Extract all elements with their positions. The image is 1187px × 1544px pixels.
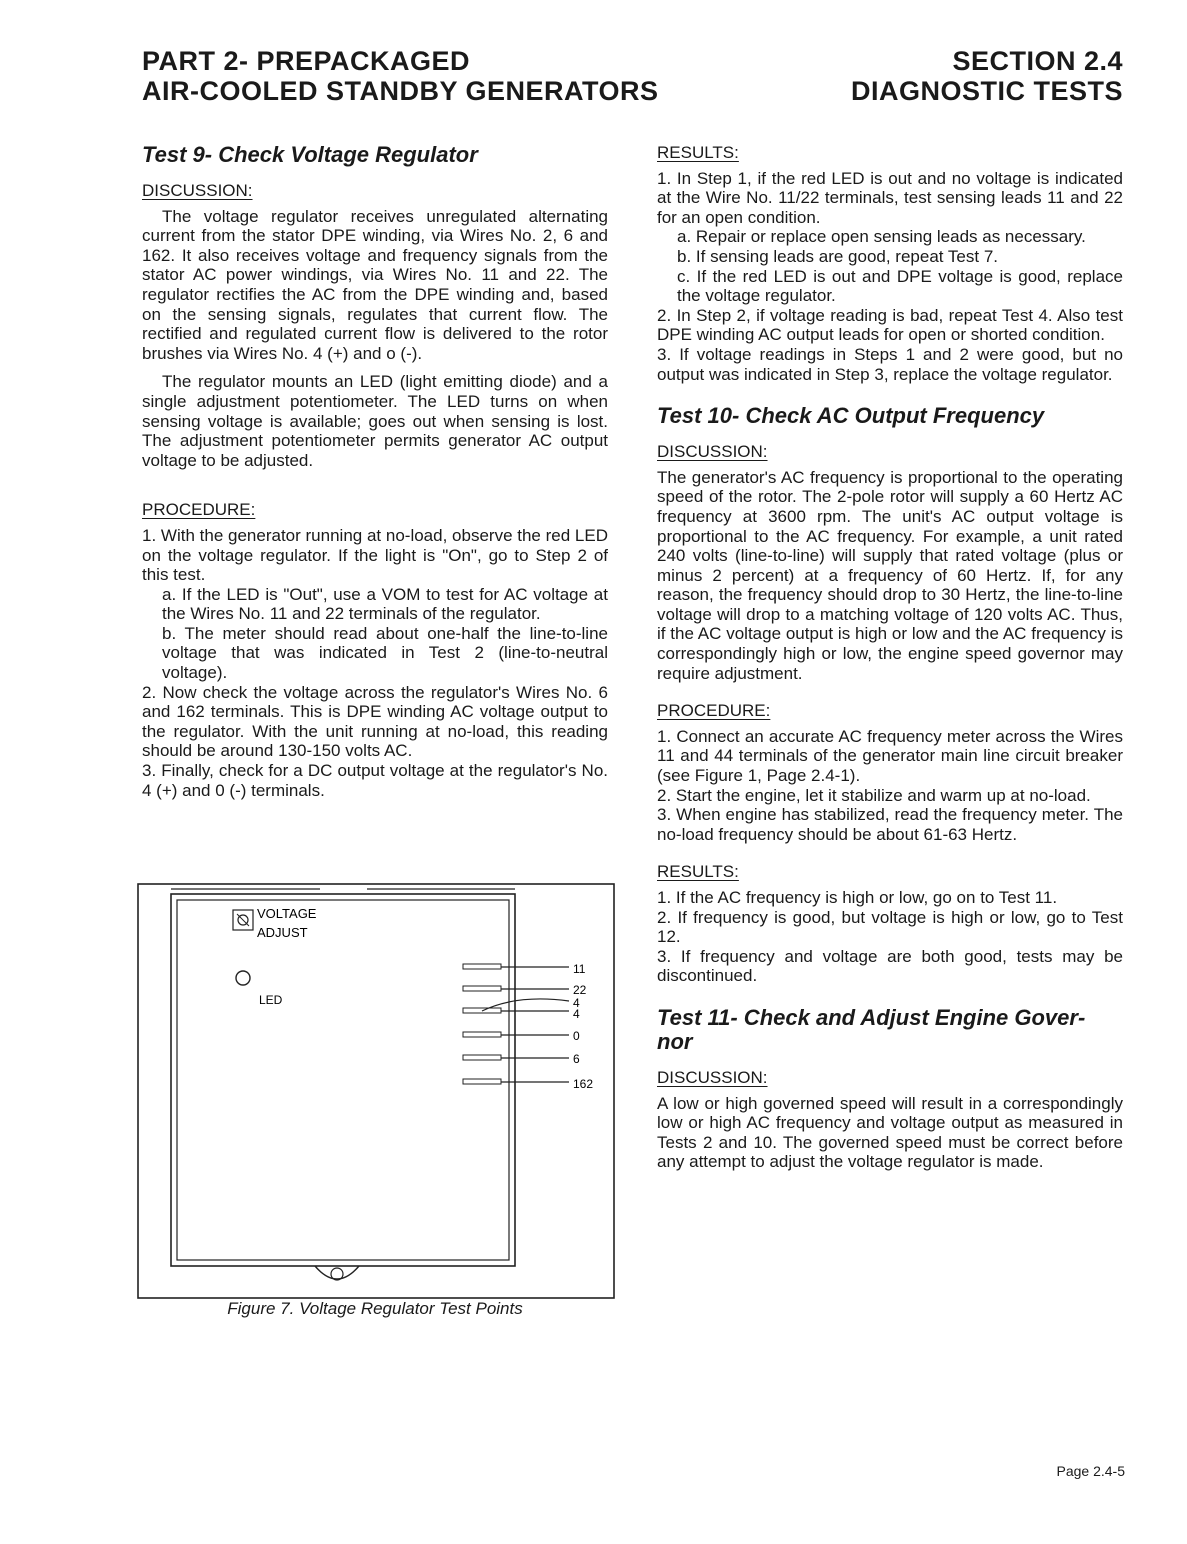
part-heading: [142, 46, 659, 106]
section-heading-line2: DIAGNOSTIC TESTS: [850, 76, 1123, 106]
section-heading: [851, 46, 1123, 106]
section-heading-line1: SECTION 2.4: [952, 46, 1123, 76]
test10-procedure-2: 2. Start the engine, let it stabilize and warm up at no-load.: [657, 785, 1091, 805]
test9-result-1a: a. Repair or replace open sensing leads as necessary.: [677, 227, 1086, 247]
terminal-11: [463, 964, 501, 969]
test9-discussion-para1: The voltage regulator receives unregulated alternating current from the stator DPE winding, via Wires No. 2, 6 and 162. It also receives voltage and frequency signals from the stator AC power windings, via Wires No. 11 and 22. The regulator rectifies the AC from the DPE winding and, based on the sensing signals, regulates that current flow. The rectified and regulated current flow is delivered to the rotor brushes via Wires No. 4 (+) and o (-).: [142, 206, 608, 363]
test9-discussion-para2: The regulator mounts an LED (light emitting diode) and a single adjustment potentiometer. The LED turns on when sensing voltage is available; goes out when sensing is lost. The adjustment potentiometer permits generator AC output voltage to be adjusted.: [142, 372, 608, 470]
test9-step1a: a. If the LED is "Out", use a VOM to test for AC voltage at the Wires No. 11 and 22 terminals of the regulator.: [162, 584, 608, 624]
terminal-block: [463, 962, 593, 1091]
adjust-potentiometer-icon: [233, 910, 253, 930]
left-column: [142, 143, 608, 800]
test11-title-line2: nor: [657, 1028, 693, 1054]
terminal-label-4b: 4: [573, 1007, 580, 1021]
test9-result-2: 2. In Step 2, if voltage reading is bad, repeat Test 4. Also test DPE winding AC output leads for open or shorted condition.: [657, 305, 1123, 345]
test9-results-label: RESULTS:: [657, 143, 739, 162]
terminal-22: [463, 986, 501, 991]
terminal-label-4a: 4: [573, 996, 580, 1010]
part-heading-line1: PART 2- PREPACKAGED: [142, 46, 471, 76]
test9-discussion-label: DISCUSSION:: [142, 181, 253, 200]
test11-discussion-label: DISCUSSION:: [657, 1067, 768, 1087]
terminal-label-162: 162: [573, 1077, 594, 1091]
part-heading-line2: AIR-COOLED STANDBY GENERATORS: [142, 76, 659, 106]
led-label: LED: [259, 993, 283, 1007]
voltage-adjust-label-1: VOLTAGE: [257, 906, 317, 921]
test10-procedure-3: 3. When engine has stabilized, read the frequency meter. The no-load frequency should be about 61-63 Hertz.: [657, 805, 1123, 844]
voltage-regulator-diagram: [137, 880, 617, 1300]
test10-procedure-label: PROCEDURE:: [657, 701, 771, 721]
test10-discussion: The generator's AC frequency is proportional to the operating speed of the rotor. The 2-pole rotor will supply a 60 Hertz AC frequency at 3600 rpm. The unit's AC output voltage is proportional to the AC frequency. For example, a unit rated 240 volts (line-to-line) will supply that rated voltage (plus or minus 2 percent) at a frequency of 60 Hertz. If, for any reason, the frequency should drop to 30 Hertz, the line-to-line voltage will drop to a matching voltage of 120 volts AC. Thus, if the AC voltage output is high or low and the AC frequency is correspondingly high or low, the engine speed governor may require adjustment.: [657, 467, 1123, 683]
voltage-adjust-label-2: ADJUST: [257, 925, 308, 940]
test9-step1: 1. With the generator running at no-load, observe the red LED on the voltage regulator. If the light is "On", go to Step 2 of this test.: [142, 525, 608, 585]
test10-title: Test 10- Check AC Output Frequency: [657, 403, 1045, 429]
test9-result-1b: b. If sensing leads are good, repeat Test 7.: [677, 246, 999, 266]
terminal-label-6: 6: [573, 1052, 580, 1066]
terminal-label-11: 11: [573, 962, 586, 976]
test9-step2: 2. Now check the voltage across the regulator's Wires No. 6 and 162 terminals. This is DPE winding AC voltage output to the regulator. With the unit running at no-load, this reading should be around 130-150 volts AC.: [142, 682, 608, 761]
test9-result-1: 1. In Step 1, if the red LED is out and no voltage is indicated at the Wire No. 11/22 terminals, test sensing leads 11 and 22 for an open condition.: [657, 168, 1123, 227]
terminal-label-0: 0: [573, 1029, 580, 1043]
terminal-0: [463, 1032, 501, 1037]
test10-discussion-label: DISCUSSION:: [657, 442, 768, 462]
test10-result-3: 3. If frequency and voltage are both good, tests may be discontinued.: [657, 946, 1123, 986]
test10-results-label: RESULTS:: [657, 862, 739, 882]
led-indicator-icon: [236, 971, 250, 985]
page-number: Page 2.4-5: [1056, 1463, 1125, 1479]
test11-discussion: A low or high governed speed will result in a correspondingly low or high AC frequency and voltage output as measured in Tests 2 and 10. The governed speed must be correct before any attempt to adjust the voltage regulator is made.: [657, 1093, 1123, 1172]
test9-result-1c: c. If the red LED is out and DPE voltage is good, replace the voltage regulator.: [677, 266, 1123, 306]
right-column: [657, 143, 1123, 1172]
test11-title-line1: Test 11- Check and Adjust Engine Gover-: [657, 1004, 1086, 1030]
figure-7-caption: Figure 7. Voltage Regulator Test Points: [227, 1299, 523, 1318]
terminal-6: [463, 1055, 501, 1060]
test10-result-2: 2. If frequency is good, but voltage is high or low, go to Test 12.: [657, 907, 1123, 947]
test9-step3: 3. Finally, check for a DC output voltage at the regulator's No. 4 (+) and 0 (-) terminals.: [142, 761, 608, 800]
test9-result-3: 3. If voltage readings in Steps 1 and 2 were good, but no output was indicated in Step 3, replace the voltage regulator.: [657, 344, 1123, 384]
test10-procedure-1: 1. Connect an accurate AC frequency meter across the Wires 11 and 44 terminals of the generator main line circuit breaker (see Figure 1, Page 2.4-1).: [657, 726, 1123, 786]
test9-step1b: b. The meter should read about one-half the line-to-line voltage that was indicated in Test 2 (line-to-neutral voltage).: [162, 623, 608, 683]
test9-procedure-label: PROCEDURE:: [142, 500, 256, 520]
test9-title: Test 9- Check Voltage Regulator: [142, 142, 478, 167]
test10-result-1: 1. If the AC frequency is high or low, go on to Test 11.: [657, 888, 1058, 907]
terminal-label-22: 22: [573, 983, 587, 997]
terminal-162: [463, 1079, 501, 1084]
